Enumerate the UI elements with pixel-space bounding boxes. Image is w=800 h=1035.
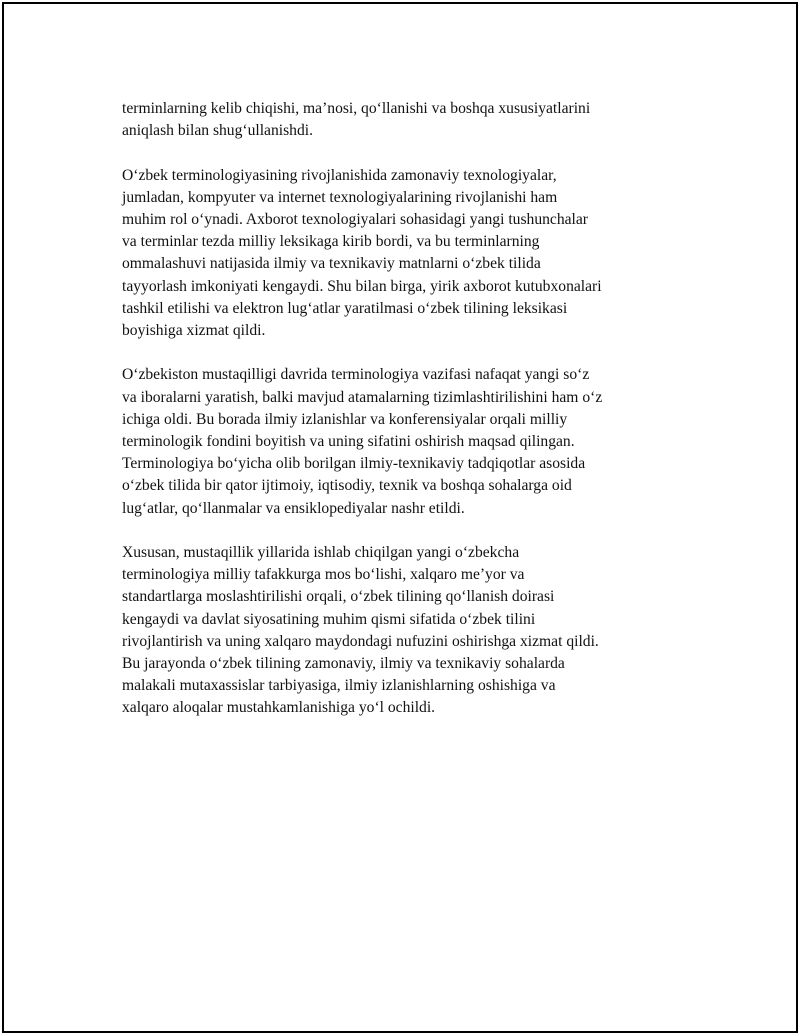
- text-line: ommalashuvi natijasida ilmiy va texnikaviy matnlarni o‘zbek tilida: [122, 255, 541, 273]
- text-line: ichiga oldi. Bu borada ilmiy izlanishlar va konferensiyalar orqali milliy: [122, 410, 568, 428]
- text-line: jumladan, kompyuter va internet texnologiyalarining rivojlanishi ham: [122, 188, 558, 206]
- text-line: tayyorlash imkoniyati kengaydi. Shu bilan birga, yirik axborot kutubxonalari: [122, 277, 602, 295]
- paragraph-4: [122, 542, 712, 720]
- text-line: terminlarning kelib chiqishi, ma’nosi, qo‘llanishi va boshqa xususiyatlarini: [122, 100, 591, 117]
- text-line: Terminologiya bo‘yicha olib borilgan ilmiy-texnikaviy tadqiqotlar asosida: [122, 455, 586, 473]
- text-line: tashkil etilishi va elektron lug‘atlar yaratilmasi o‘zbek tilining leksikasi: [122, 299, 568, 317]
- text-line: rivojlantirish va uning xalqaro maydondagi nufuzini oshirishga xizmat qildi.: [122, 632, 599, 650]
- text-line: standartlarga moslashtirilishi orqali, o‘zbek tilining qo‘llanish doirasi: [122, 588, 555, 606]
- page-frame: [2, 2, 798, 1033]
- text-line: va terminlar tezda milliy leksikaga kirib bordi, va bu terminlarning: [122, 233, 540, 251]
- text-line: terminologik fondini boyitish va uning sifatini oshirish maqsad qilingan.: [122, 433, 575, 451]
- text-line: Xususan, mustaqillik yillarida ishlab chiqilgan yangi o‘zbekcha: [122, 544, 520, 562]
- text-line: Bu jarayonda o‘zbek tilining zamonaviy, ilmiy va texnikaviy sohalarda: [122, 655, 565, 673]
- text-line: o‘zbek tilida bir qator ijtimoiy, iqtisodiy, texnik va boshqa sohalarga oid: [122, 477, 572, 495]
- document-body: [122, 98, 712, 742]
- text-line: va iboralarni yaratish, balki mavjud atamalarning tizimlashtirilishini ham o‘z: [122, 388, 603, 406]
- paragraph-3: [122, 364, 712, 519]
- text-line: lug‘atlar, qo‘llanmalar va ensiklopediyalar nashr etildi.: [122, 499, 465, 517]
- text-line: terminologiya milliy tafakkurga mos bo‘lishi, xalqaro me’yor va: [122, 566, 525, 584]
- paragraph-2: [122, 165, 712, 343]
- text-line: malakali mutaxassislar tarbiyasiga, ilmiy izlanishlarning oshishiga va: [122, 677, 556, 695]
- text-line: muhim rol o‘ynadi. Axborot texnologiyalari sohasidagi yangi tushunchalar: [122, 211, 588, 228]
- text-line: kengaydi va davlat siyosatining muhim qismi sifatida o‘zbek tilini: [122, 610, 536, 628]
- text-line: O‘zbekiston mustaqilligi davrida terminologiya vazifasi nafaqat yangi so‘z: [122, 366, 590, 384]
- text-line: aniqlash bilan shug‘ullanishdi.: [122, 122, 314, 140]
- text-line: xalqaro aloqalar mustahkamlanishiga yo‘l ochildi.: [122, 699, 436, 717]
- paragraph-1: [122, 98, 712, 142]
- text-line: boyishiga xizmat qildi.: [122, 322, 266, 340]
- text-line: O‘zbek terminologiyasining rivojlanishida zamonaviy texnologiyalar,: [122, 166, 557, 184]
